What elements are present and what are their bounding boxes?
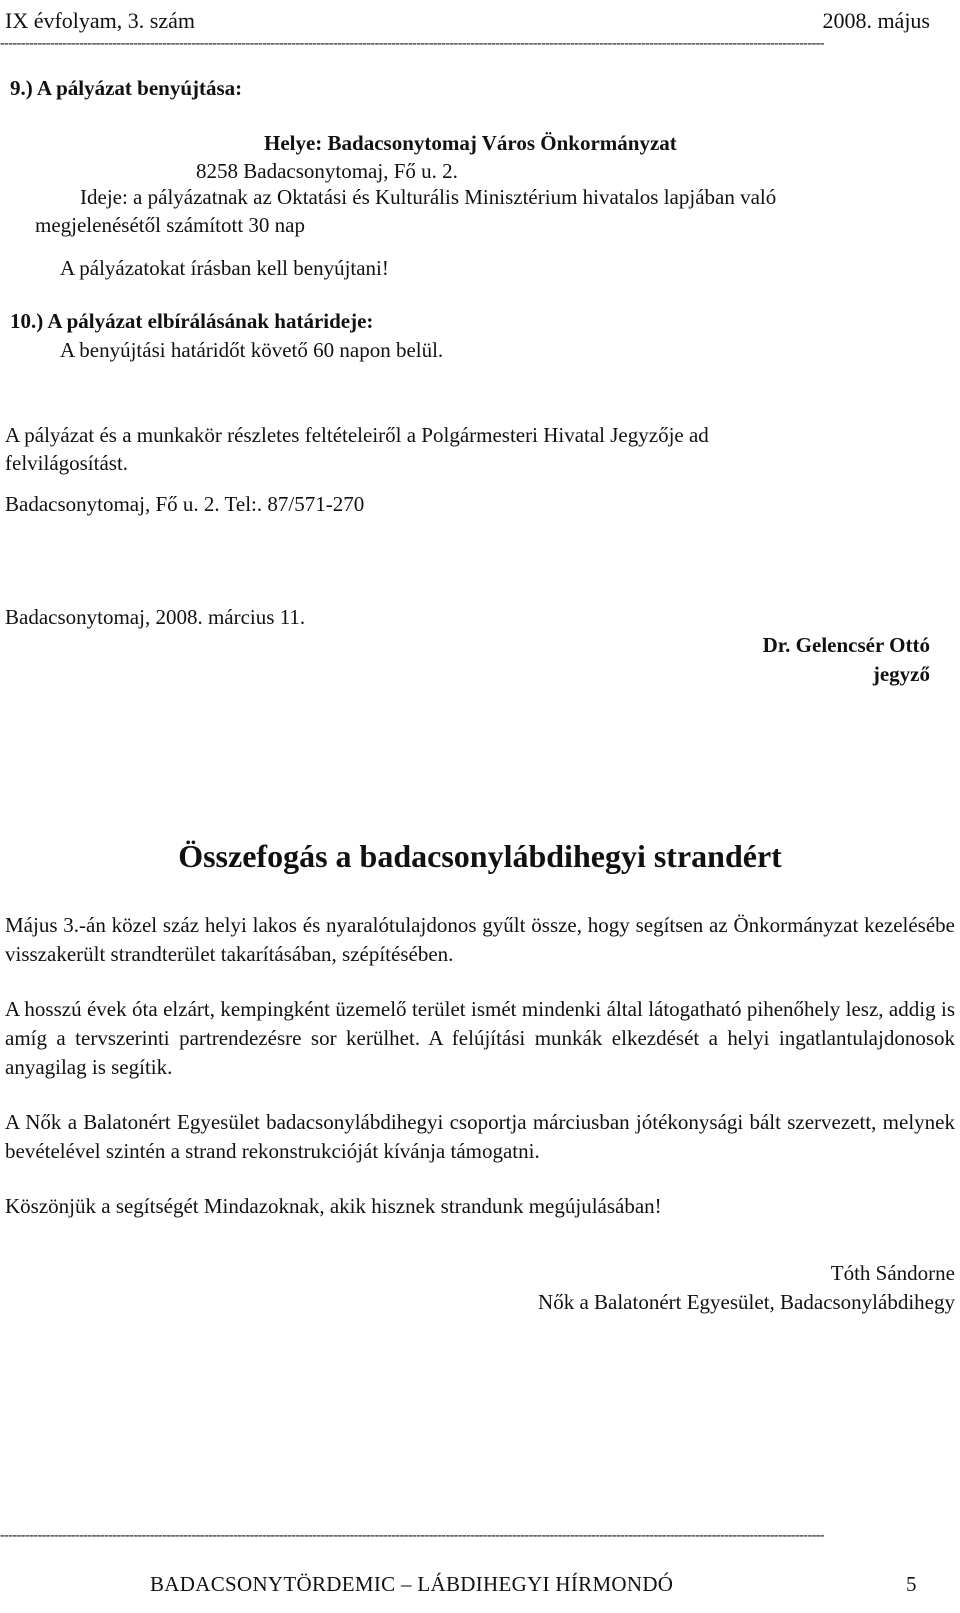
footer-divider: ------------------------------------------------------------------------------------------------------------------------------------------------------------------------------------------------------	[0, 1528, 825, 1543]
dateline: Badacsonytomaj, 2008. március 11.	[5, 605, 306, 629]
article-paragraph-1: Május 3.-án közel száz helyi lakos és nyaralótulajdonos gyűlt össze, hogy segítsen az Önkormányzat kezelésébe visszakerült strandterület takarításában, szépítésében.	[5, 913, 955, 966]
section9-place: Helye: Badacsonytomaj Város Önkormányzat	[264, 131, 677, 155]
article-organization: Nők a Balatonért Egyesület, Badacsonylábdihegy	[538, 1290, 955, 1314]
info-line2: felvilágosítást.	[5, 451, 129, 475]
article-author: Tóth Sándorne	[830, 1261, 955, 1285]
signature-title: jegyző	[872, 662, 930, 686]
article-paragraph-2: A hosszú évek óta elzárt, kempingként üzemelő terület ismét mindenki által látogatható pihenőhely lesz, addig is amíg a tervszerinti partrendezésre sor kerülhet. A felújítási munkák elkezdését a helyi ingatlantulajdonosok anyagilag is segítik.	[5, 997, 955, 1079]
header-date: 2008. május	[822, 8, 930, 33]
section10-text: A benyújtási határidőt követő 60 napon belül.	[60, 338, 444, 362]
header-issue: IX évfolyam, 3. szám	[5, 8, 195, 33]
info-line1: A pályázat és a munkakör részletes feltételeiről a Polgármesteri Hivatal Jegyzője ad	[5, 423, 709, 447]
info-contact: Badacsonytomaj, Fő u. 2. Tel:. 87/571-270	[5, 492, 365, 516]
section9-time-line1: Ideje: a pályázatnak az Oktatási és Kulturális Minisztérium hivatalos lapjában való	[80, 185, 777, 209]
header-divider: ------------------------------------------------------------------------------------------------------------------------------------------------------------------------------------------------------	[0, 36, 825, 51]
article-paragraph-4: Köszönjük a segítségét Mindazoknak, akik hisznek strandunk megújulásában!	[5, 1194, 662, 1218]
footer-page-number: 5	[906, 1572, 917, 1596]
article-title: Összefogás a badacsonylábdihegyi strandért	[178, 838, 782, 874]
article-paragraph-3: A Nők a Balatonért Egyesület badacsonylábdihegyi csoportja márciusban jótékonysági bált szervezett, melynek bevételével szintén a strand rekonstrukcióját kívánja támogatni.	[5, 1110, 955, 1163]
section10-heading: 10.) A pályázat elbírálásának határideje:	[10, 309, 374, 333]
section9-written: A pályázatokat írásban kell benyújtani!	[60, 256, 389, 280]
section9-address: 8258 Badacsonytomaj, Fő u. 2.	[196, 159, 458, 183]
section9-heading: 9.) A pályázat benyújtása:	[10, 76, 243, 100]
signature-name: Dr. Gelencsér Ottó	[762, 633, 930, 657]
section9-time-line2: megjelenésétől számított 30 nap	[35, 213, 306, 237]
footer-title: BADACSONYTÖRDEMIC – LÁBDIHEGYI HÍRMONDÓ	[150, 1572, 674, 1596]
